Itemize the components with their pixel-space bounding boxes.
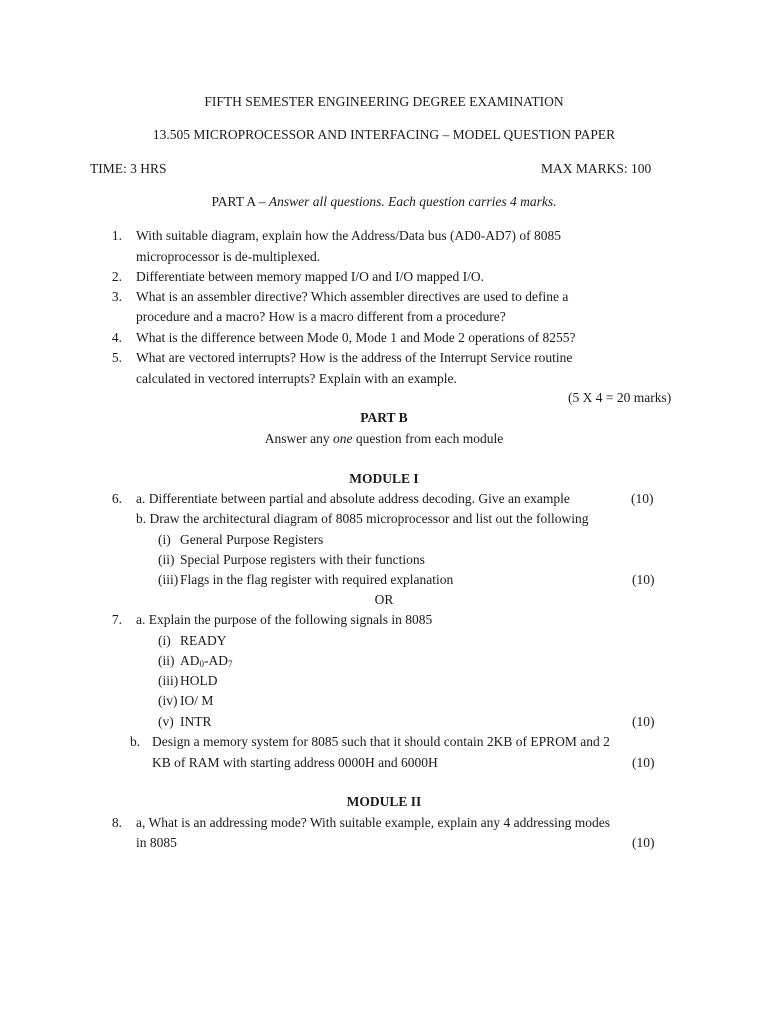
list-item-text: Special Purpose registers with their functions (180, 552, 425, 567)
list-item-text: HOLD (180, 673, 218, 688)
question-text: in 8085 (136, 835, 177, 850)
module-1-heading: MODULE I (349, 471, 419, 486)
list-item-text: INTR (180, 714, 212, 729)
question-text: Design a memory system for 8085 such that it should contain 2KB of EPROM and 2 (152, 734, 610, 749)
question-text: Differentiate between memory mapped I/O and I/O mapped I/O. (136, 269, 485, 284)
question-text: What is an assembler directive? Which assembler directives are used to define a (136, 289, 569, 304)
question-marks: (10) (632, 755, 655, 770)
list-item-text: Flags in the flag register with required explanation (180, 572, 454, 587)
question-number: 5. (111, 350, 122, 365)
question-text: microprocessor is de-multiplexed. (136, 249, 321, 264)
question-marks: (10) (632, 714, 655, 729)
question-number: 7. (111, 612, 122, 627)
question-marks: (10) (632, 572, 655, 587)
list-item-text: General Purpose Registers (180, 532, 324, 547)
question-text: With suitable diagram, explain how the Address/Data bus (AD0-AD7) of 8085 (136, 228, 561, 243)
list-item-number: (ii) (158, 552, 175, 567)
question-text: b. Draw the architectural diagram of 8085 microprocessor and list out the following (136, 511, 589, 526)
question-text: calculated in vectored interrupts? Explain with an example. (136, 371, 457, 386)
sub-question-label: b. (130, 734, 141, 749)
part-a-heading (0, 193, 768, 211)
question-marks: (10) (631, 491, 654, 506)
or-separator: OR (374, 592, 394, 607)
list-item-number: (i) (158, 633, 171, 648)
question-text: What are vectored interrupts? How is the address of the Interrupt Service routine (136, 350, 573, 365)
part-b-heading: PART B (360, 410, 408, 425)
question-text: procedure and a macro? How is a macro different from a procedure? (136, 309, 506, 324)
question-text: What is the difference between Mode 0, Mode 1 and Mode 2 operations of 8255? (136, 330, 576, 345)
part-b-instruction: Answer any one question from each module (264, 431, 504, 446)
question-text: a. Explain the purpose of the following signals in 8085 (136, 612, 433, 627)
question-number: 8. (111, 815, 122, 830)
part-a-instruction: Answer all questions. Each question carries 4 marks. (268, 194, 557, 209)
list-item-number: (iii) (158, 673, 179, 688)
list-item-number: (i) (158, 532, 171, 547)
question-text: a. Differentiate between partial and absolute address decoding. Give an example (136, 491, 570, 506)
list-item-number: (iv) (158, 693, 178, 708)
part-a-marks-note: (5 X 4 = 20 marks) (568, 390, 672, 405)
part-a-label: PART A – (211, 194, 269, 209)
question-number: 6. (111, 491, 122, 506)
course-title: 13.505 MICROPROCESSOR AND INTERFACING – MODEL QUESTION PAPER (152, 127, 616, 142)
question-marks: (10) (632, 835, 655, 850)
exam-title: FIFTH SEMESTER ENGINEERING DEGREE EXAMINATION (204, 94, 564, 109)
module-2-heading: MODULE II (346, 794, 422, 809)
question-number: 3. (111, 289, 122, 304)
time-label: TIME: 3 HRS (90, 161, 167, 176)
list-item-text: READY (180, 633, 227, 648)
question-text: KB of RAM with starting address 0000H and 6000H (152, 755, 438, 770)
question-number: 1. (111, 228, 122, 243)
list-item-number: (iii) (158, 572, 179, 587)
list-item-number: (v) (158, 714, 174, 729)
list-item-text: $AD_0-AD_7$ (180, 653, 233, 669)
list-item-text: IO/ M (180, 693, 214, 708)
list-item-number: (ii) (158, 653, 175, 668)
max-marks-label: MAX MARKS: 100 (541, 161, 652, 176)
question-number: 2. (111, 269, 122, 284)
question-number: 4. (111, 330, 122, 345)
question-text: a, What is an addressing mode? With suitable example, explain any 4 addressing modes (136, 815, 610, 830)
